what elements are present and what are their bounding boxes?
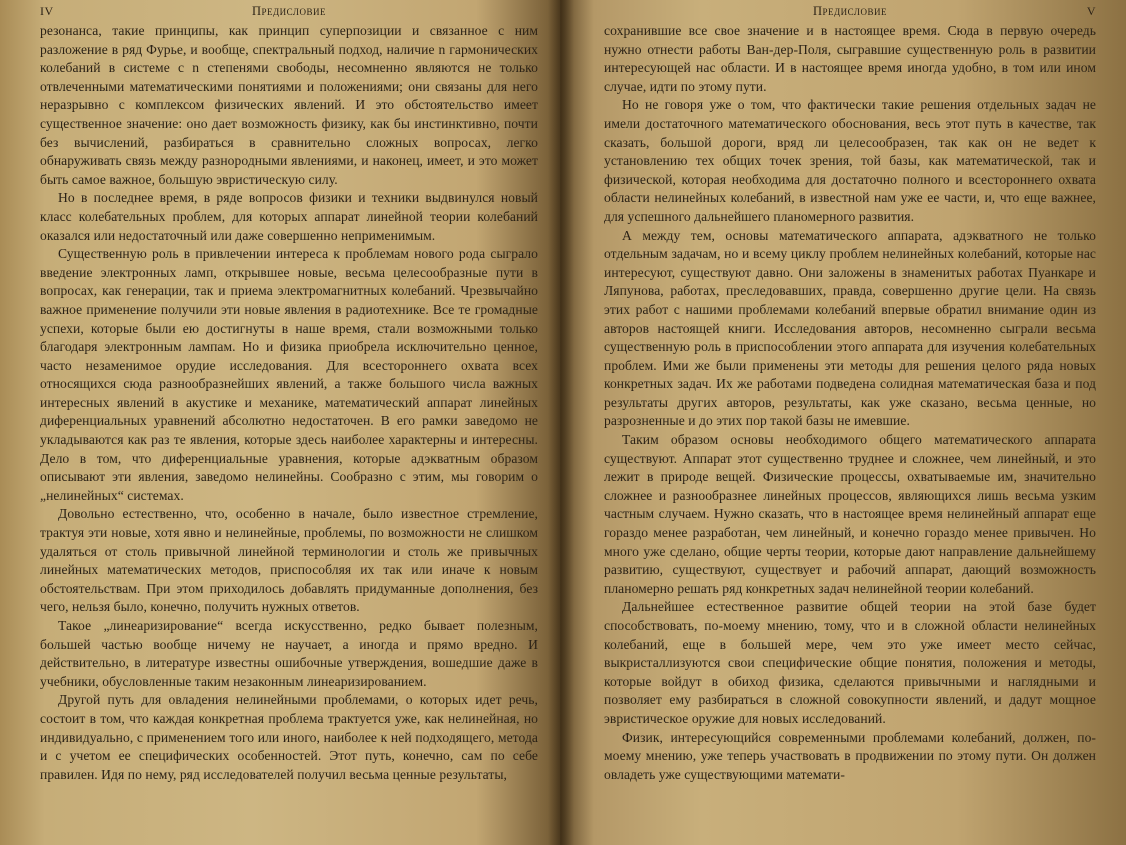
paragraph: Но в последнее время, в ряде вопросов физики и техники выдвинулся новый класс колебательных проблем, для которых аппарат линейной теории колебаний оказался или недостаточный или даже совершенно неприменимым. xyxy=(40,190,538,243)
right-page xyxy=(560,0,1126,845)
paragraph: сохранившие все свое значение и в настоящее время. Сюда в первую очередь нужно отнести работы Ван-дер-Поля, сыгравшие существенную роль в развитии интересующей нас области. И в настоящее время иногда удобно, в том или ином случае, идти по этому пути. xyxy=(604,23,1096,94)
paragraph: резонанса, такие принципы, как принцип суперпозиции и связанное с ним разложение в ряд Фурье, и вообще, спектральный подход, наличие n гармонических колебаний в системе с n степенями свободы, несомненно являются не только отвлеченными математическими понятиями и положениями; они связаны для него неразрывно с комплексом физических явлений. И это обстоятельство имеет существенное значение: оно дает возможность физику, как бы инстинктивно, почти без вычислений, разбираться в сравнительно сложных вопросах, легко обнаруживать связь между разнородными явлениями, и наконец, имеет, и это может быть самое важное, большую эвристическую силу. xyxy=(40,23,538,187)
paragraph: Физик, интересующийся современными проблемами колебаний, должен, по-моему мнению, уже теперь участвовать в продвижении по этому пути. Он должен овладеть уже существующими математи- xyxy=(604,729,1096,782)
right-page-text xyxy=(604,22,1096,784)
paragraph: Таким образом основы необходимого общего математического аппарата существуют. Аппарат этот существенно труднее и сложнее, чем линейный, и это лежит в природе вещей. Физические процессы, охватываемые им, значительно сложнее и разнообразнее линейных процессов, являющихся лишь весьма узким частным случаем. Нужно сказать, что в настоящее время нелинейный аппарат еще гораздо менее разработан, чем линейный, и конечно гораздо менее привычен. Но много уже сделано, общие черты теории, которые дают направление дальнейшему развитию, существуют, существует и рабочий аппарат, дающий возможность планомерно решать ряд конкретных задач нелинейной теории колебаний. xyxy=(604,432,1096,596)
paragraph: Такое „линеаризирование“ всегда искусственно, редко бывает полезным, большей частью вообще ничему не научает, а иногда и прямо вредно. И действительно, в литературе известны ошибочные утверждения, вошедшие даже в учебники, обусловленные таким незаконным линеаризированием. xyxy=(40,618,538,689)
left-running-title: Предисловие xyxy=(251,4,327,18)
left-page xyxy=(0,0,560,845)
left-page-number: IV xyxy=(40,4,54,18)
right-running-title: Предисловие xyxy=(812,4,888,18)
paragraph: Другой путь для овладения нелинейными проблемами, о которых идет речь, состоит в том, что каждая конкретная проблема трактуется уже, как нелинейная, но индивидуально, с применением того или иного, наиболее к ней подходящего, метода и с учетом ее специфических особенностей. Этот путь, конечно, сам по себе правилен. Идя по нему, ряд исследователей получил весьма ценные результаты, xyxy=(40,692,538,782)
left-running-head xyxy=(40,4,538,20)
right-running-head xyxy=(604,4,1096,20)
paragraph: А между тем, основы математического аппарата, адэкватного не только отдельным задачам, но и всему циклу проблем нелинейных колебаний, которые нас интересуют, существуют давно. Они заложены в знаменитых работах Пуанкаре и Ляпунова, работах, преследовавших, правда, совершенно другие цели. На связь этих работ с нашими проблемами колебаний впервые обратил внимание один из авторов настоящей книги. Исследования авторов, несомненно сыграли весьма существенную роль в приспособлении этого аппарата для изучения колебательных проблем. Ими же были применены эти методы для решения целого ряда новых конкретных задач. Их же работами подведена солидная математическая база и под результаты других авторов, результаты, как уже сказано, весьма ценные, но разрозненные и до этих пор такой базы не имевшие. xyxy=(604,227,1096,429)
paragraph: Существенную роль в привлечении интереса к проблемам нового рода сыграло введение электронных ламп, открывшее новые, весьма целесообразные пути в вопросах, как генерации, так и приема электромагнитных колебаний. Чрезвычайно важное применение получили эти новые явления в радиотехнике. Все те громадные успехи, которые были ею достигнуты в наше время, стали возможными только благодаря электронным лампам. Но и физика приобрела исключительно ценное, часто незаменимое орудие исследования. Для всестороннего охвата всех относящихся сюда разнообразнейших явлений, а также большого числа важных интересных явлений в акустике и механике, математический аппарат линейных диференциальных уравнений абсолютно недостаточен. В его рамки заведомо не укладываются как раз те явления, которые здесь наиболее характерны и интересны. Дело в том, что диференциальные уравнения, которые адэкватным образом описывают эти явления, заведомо нелинейны. Сообразно с этим, мы говорим о „нелинейных“ системах. xyxy=(40,246,538,503)
right-page-number: V xyxy=(1086,4,1096,18)
left-page-text xyxy=(40,22,538,784)
paragraph: Но не говоря уже о том, что фактически такие решения отдельных задач не имели достаточного математического обоснования, весь этот путь в качестве, так сказать, большой дороги, вряд ли целесообразен, так как он не ведет к установлению тех общих точек зрения, той базы, как математической, так и физической, которая необходима для достаточно полного и всестороннего охвата области нелинейных колебаний, в известной нам уже ее части, и, что еще важнее, для успешного дальнейшего планомерного развития. xyxy=(604,97,1096,224)
book-gutter xyxy=(548,0,574,845)
paragraph: Довольно естественно, что, особенно в начале, было известное стремление, трактуя эти новые, хотя явно и нелинейные, проблемы, по возможности не слишком удаляться от столь привычной линейной терминологии и столь же привычных линейных математических методов, приспособляя их так или иначе к новым обстоятельствам. При этом приходилось добавлять придуманные дополнения, без чего, нельзя было, конечно, получить нужных ответов. xyxy=(40,506,538,615)
paragraph: Дальнейшее естественное развитие общей теории на этой базе будет способствовать, по-моему мнению, тому, что и в сложной области нелинейных колебаний, еще в большей мере, чем это уже имеет место сейчас, выкристаллизуются свои специфические общие понятия, положения и методы, которые войдут в обиход физика, сделаются привычными и наглядными и позволяет ему разбираться в сложной совокупности явлений, и дадут мощное эвристическое оружие для новых исследований. xyxy=(604,599,1096,726)
